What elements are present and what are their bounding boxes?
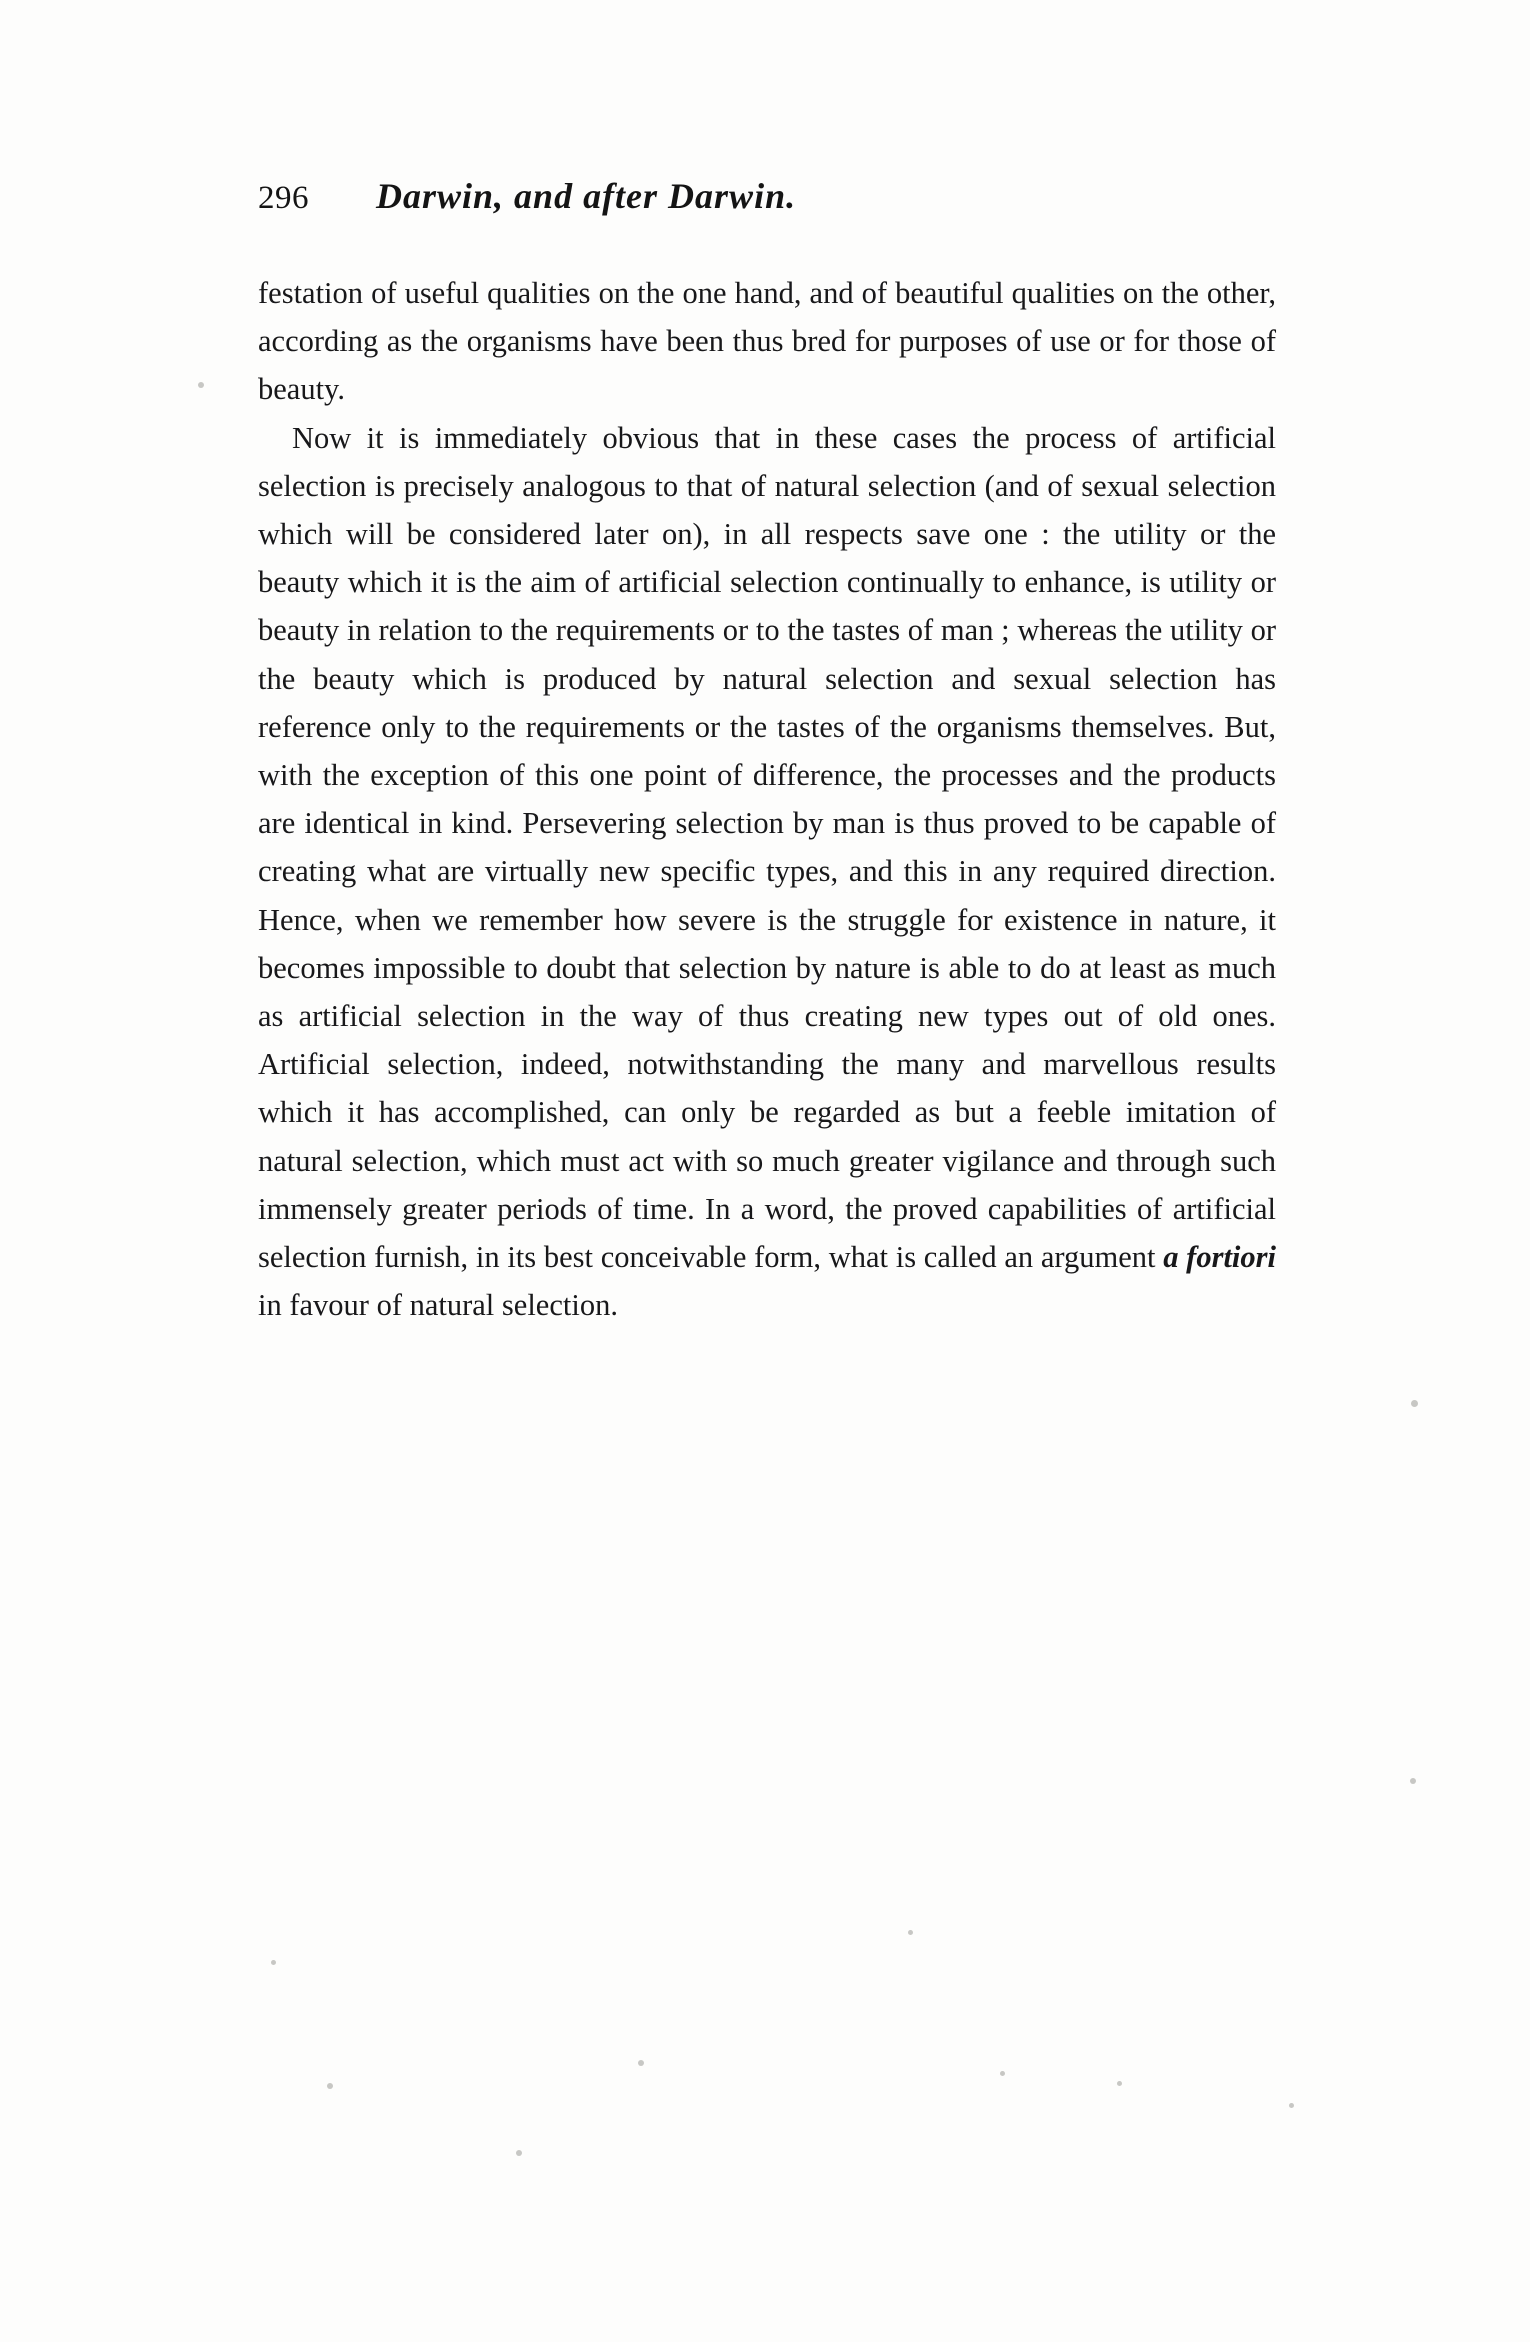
page-speck [908,1930,913,1935]
page-number: 296 [258,180,309,216]
paragraph-main [258,414,1276,1330]
paragraph-text-2: Now it is immediately obvious that in these cases the process of artificial selection is precisely analogous to that of natural selection (and of sexual selection which will be considered later on), in all respects save one : the utility or the beauty which it is the aim of artificial selection continually to enhance, is utility or beauty in relation to the requirements or to the tastes of man ; whereas the utility or the beauty which is produced by natural selection and sexual selection has reference only to the requirements or the tastes of the organisms themselves. But, with the exception of this one point of difference, the processes and the products are identical in kind. Persevering selection by man is thus proved to be capable of creating what are virtually new specific types, and this in any required direction. Hence, when we remember how severe is the struggle for existence in nature, it becomes impossible to doubt that selection by nature is able to do at least as much as artificial selection in the way of thus creating new types out of old ones. Artificial selection, indeed, notwithstanding the many and marvellous results which it has accomplished, can only be regarded as but a feeble imitation of natural selection, which must act with so much greater vigilance and through such immensely greater periods of time. In a word, the proved capabilities of artificial selection furnish, in its best conceivable form, what is called an argument [258,420,1276,1275]
latin-emphasis: a fortiori [1163,1240,1276,1275]
page-header [258,175,1276,217]
page-speck [516,2150,522,2156]
running-title: Darwin, and after Darwin. [376,176,797,216]
page-speck [327,2083,333,2089]
page-speck [1411,1400,1418,1407]
page-speck [1289,2103,1294,2108]
page-speck [198,382,204,388]
page-speck [1000,2071,1005,2076]
paragraph-text-2-tail: in favour of natural selection. [258,1288,618,1323]
page-speck [1117,2081,1122,2086]
paragraph-text-1: festation of useful qualities on the one hand, and of beautiful qualities on the other, according as the organisms have been thus bred for purposes of use or for those of beauty. [258,276,1276,407]
page-speck [1410,1778,1416,1784]
page-speck [271,1960,276,1965]
paragraph-continued [258,269,1276,414]
body-text [258,269,1276,1329]
page-content [258,175,1276,1329]
page-speck [638,2060,644,2066]
